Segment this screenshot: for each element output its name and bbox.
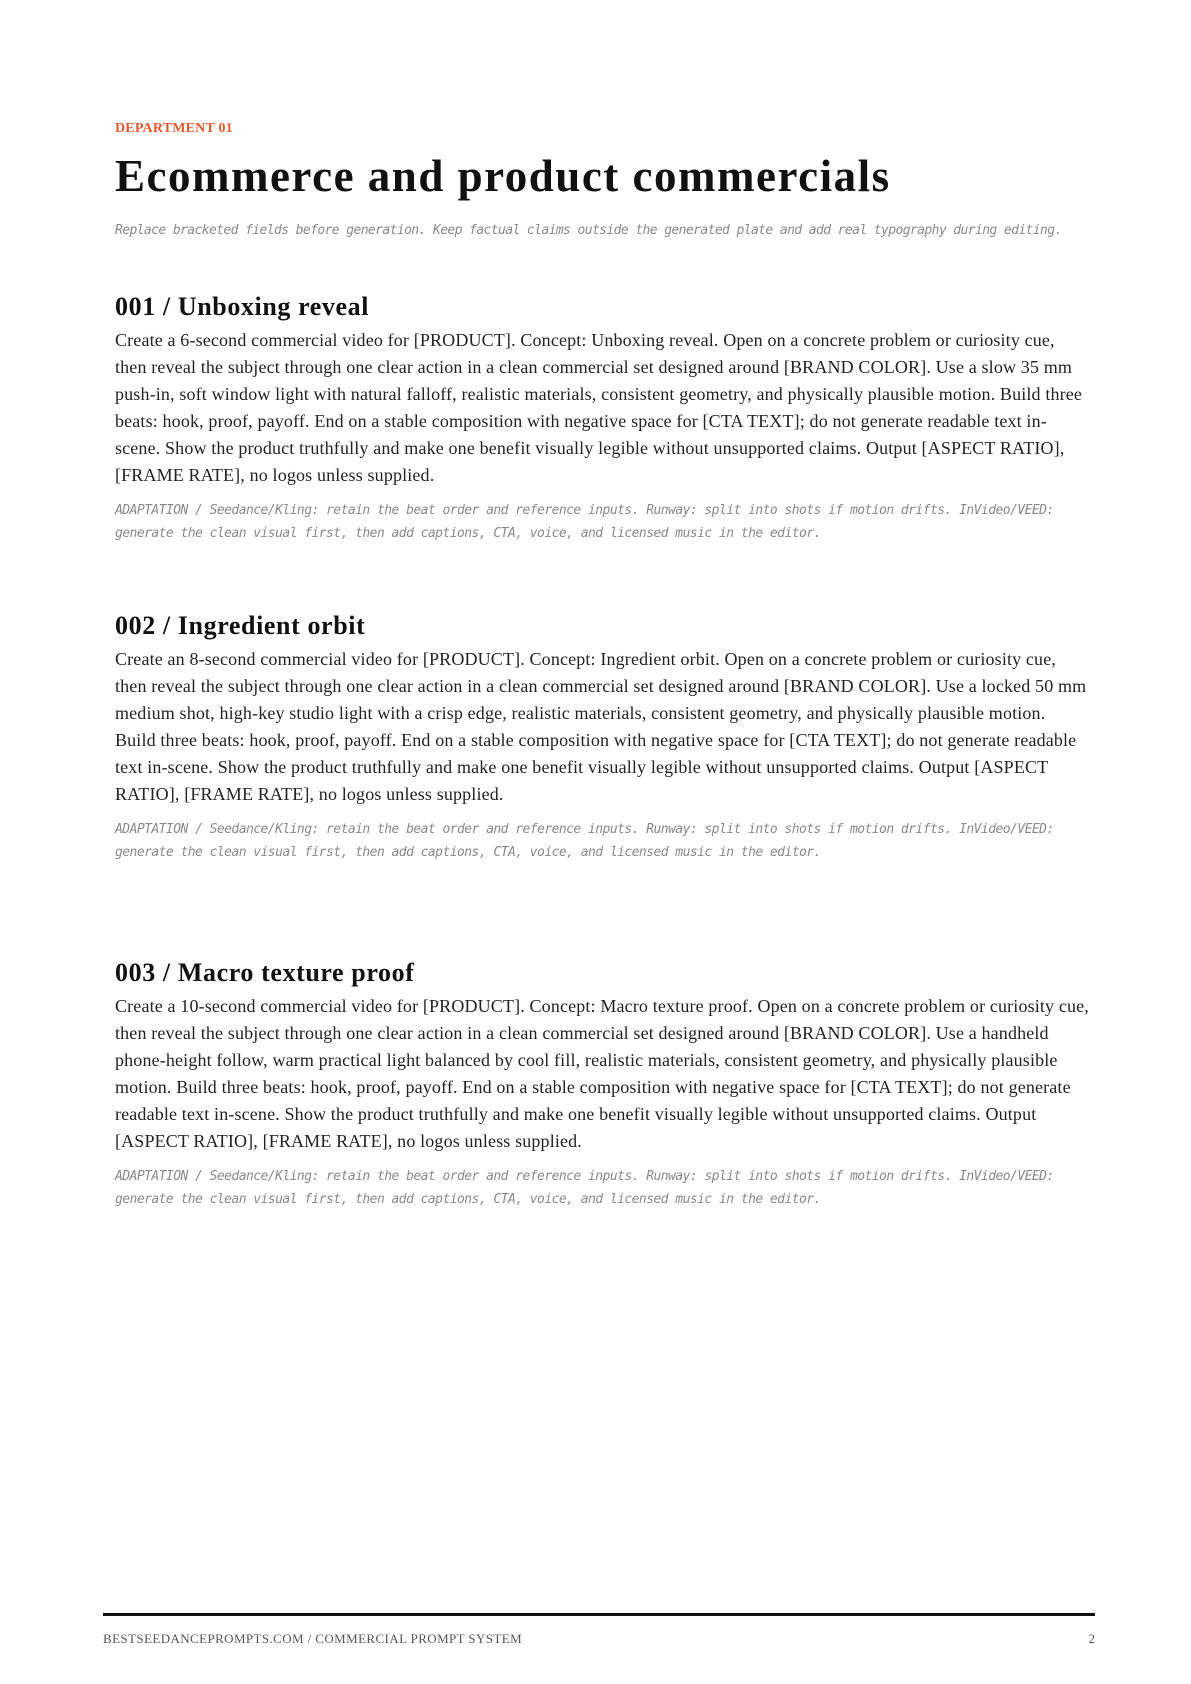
section-body: Create a 10-second commercial video for [PRODUCT]. Concept: Macro texture proof. Open on a concrete problem or curiosity cue, then reveal the subject through one clear action in a clean commercial set designed around [BRAND COLOR]. Use a handheld phone-height follow, warm practical light balanced by cool fill, realistic materials, consistent geometry, and physically plausible motion. Build three beats: hook, proof, payoff. End on a stable composition with negative space for [CTA TEXT]; do not generate readable text in-scene. Show the product truthfully and make one benefit visually legible without unsupported claims. Output [ASPECT RATIO], [FRAME RATE], no logos unless supplied. <box>115 996 1089 1151</box>
section-body: Create an 8-second commercial video for [PRODUCT]. Concept: Ingredient orbit. Open on a concrete problem or curiosity cue, then reveal the subject through one clear action in a clean commercial set designed around [BRAND COLOR]. Use a locked 50 mm medium shot, high-key studio light with a crisp edge, realistic materials, consistent geometry, and physically plausible motion. Build three beats: hook, proof, payoff. End on a stable composition with negative space for [CTA TEXT]; do not generate readable text in-scene. Show the product truthfully and make one benefit visually legible without unsupported claims. Output [ASPECT RATIO], [FRAME RATE], no logos unless supplied. <box>115 649 1087 804</box>
section-title: 002 / Ingredient orbit <box>115 611 366 640</box>
adaptation-note: ADAPTATION / Seedance/Kling: retain the beat order and reference inputs. Runway: split into shots if motion drifts. InVideo/VEED: generate the clean visual first, then add captions, CTA, voice, and licensed music in the editor. <box>115 503 1054 541</box>
section-body: Create a 6-second commercial video for [PRODUCT]. Concept: Unboxing reveal. Open on a concrete problem or curiosity cue, then reveal the subject through one clear action in a clean commercial set designed around [BRAND COLOR]. Use a slow 35 mm push-in, soft window light with natural falloff, realistic materials, consistent geometry, and physically plausible motion. Build three beats: hook, proof, payoff. End on a stable composition with negative space for [CTA TEXT]; do not generate readable text in-scene. Show the product truthfully and make one benefit visually legible without unsupported claims. Output [ASPECT RATIO], [FRAME RATE], no logos unless supplied. <box>115 330 1083 485</box>
prompt-section <box>115 291 1090 545</box>
adaptation-note: ADAPTATION / Seedance/Kling: retain the beat order and reference inputs. Runway: split into shots if motion drifts. InVideo/VEED: generate the clean visual first, then add captions, CTA, voice, and licensed music in the editor. <box>115 822 1054 860</box>
intro-note: Replace bracketed fields before generation. Keep factual claims outside the generated plate and add real typography during editing. <box>115 223 1062 238</box>
adaptation-note: ADAPTATION / Seedance/Kling: retain the beat order and reference inputs. Runway: split into shots if motion drifts. InVideo/VEED: generate the clean visual first, then add captions, CTA, voice, and licensed music in the editor. <box>115 1169 1054 1207</box>
page-title: Ecommerce and product commercials <box>115 151 891 201</box>
section-title: 001 / Unboxing reveal <box>115 292 370 321</box>
department-label: DEPARTMENT 01 <box>115 121 233 136</box>
page-footer <box>103 1613 1095 1646</box>
footer-site-label: BESTSEEDANCEPROMPTS.COM / COMMERCIAL PROMPT SYSTEM <box>103 1631 523 1646</box>
prompt-section <box>115 957 1090 1211</box>
document-page <box>115 120 1090 1207</box>
prompt-section <box>115 610 1090 864</box>
page-number: 2 <box>1088 1631 1095 1646</box>
section-title: 003 / Macro texture proof <box>115 958 415 987</box>
